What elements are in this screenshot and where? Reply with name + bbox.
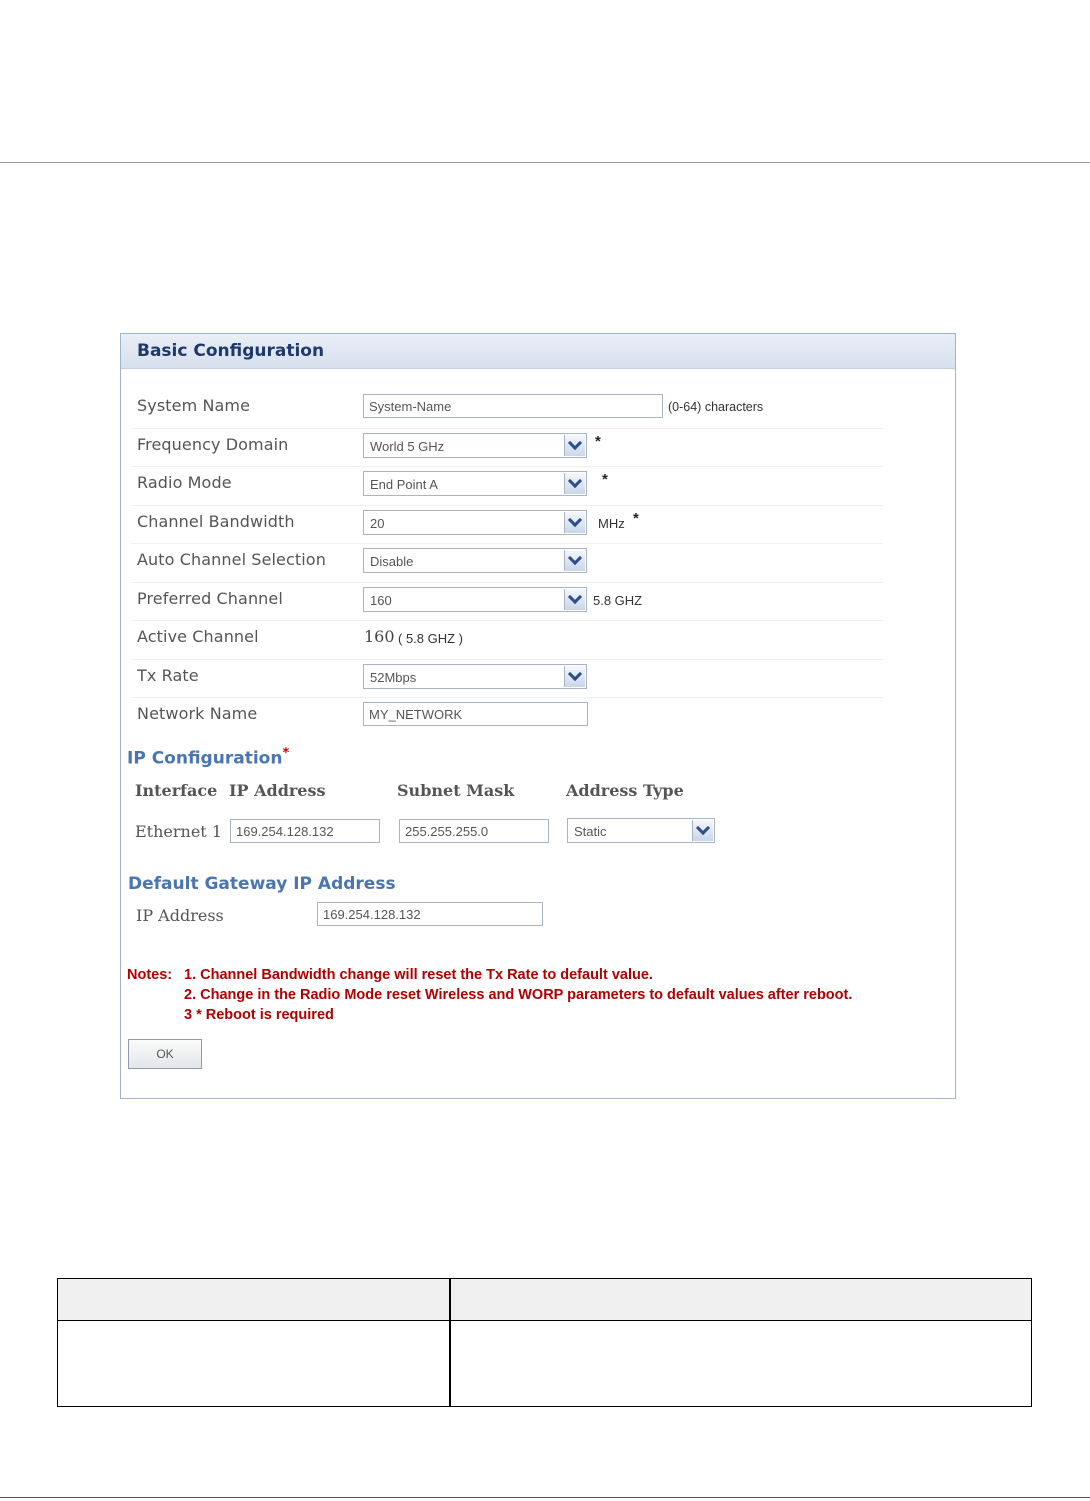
network-name-label: Network Name <box>137 704 258 723</box>
panel-header <box>121 334 955 369</box>
gateway-ip-input[interactable]: 169.254.128.132 <box>317 902 543 926</box>
address-type-header: Address Type <box>566 781 684 800</box>
default-gateway-title: Default Gateway IP Address <box>128 874 396 894</box>
chevron-down-icon[interactable] <box>564 473 585 494</box>
required-star: * <box>595 432 601 450</box>
note-1: 1. Channel Bandwidth change will reset the Tx Rate to default value. <box>184 967 653 983</box>
ip-address-input[interactable]: 169.254.128.132 <box>230 819 380 843</box>
ip-address-header: IP Address <box>229 781 326 800</box>
active-channel-unit: ( 5.8 GHZ ) <box>398 631 464 646</box>
required-star: * <box>633 509 639 527</box>
preferred-channel-unit: 5.8 GHZ <box>593 592 643 608</box>
note-3: 3 * Reboot is required <box>184 1007 334 1023</box>
radio-mode-label: Radio Mode <box>137 473 232 492</box>
active-channel-label: Active Channel <box>137 627 259 646</box>
system-name-hint: (0-64) characters <box>668 400 764 414</box>
system-name-label: System Name <box>137 396 251 415</box>
chevron-down-icon[interactable] <box>564 550 585 571</box>
subnet-mask-header: Subnet Mask <box>397 781 515 800</box>
note-2: 2. Change in the Radio Mode reset Wireless and WORP parameters to default values after reboot. <box>184 987 853 1003</box>
required-star: * <box>602 471 608 488</box>
interface-name: Ethernet 1 <box>135 822 222 841</box>
frequency-domain-select[interactable] <box>363 433 587 458</box>
row-frequency-domain <box>131 429 883 468</box>
row-network-name <box>131 698 883 736</box>
row-tx-rate <box>131 660 883 699</box>
interface-header: Interface <box>135 781 218 800</box>
parameter-table <box>57 1278 1032 1407</box>
frequency-domain-value: World 5 GHz <box>370 438 445 454</box>
channel-bandwidth-value: 20 <box>370 515 385 531</box>
panel-title: Basic Configuration <box>137 341 325 361</box>
preferred-channel-select[interactable] <box>363 587 587 612</box>
radio-mode-value: End Point A <box>370 477 438 492</box>
subnet-mask-input[interactable]: 255.255.255.0 <box>399 819 549 843</box>
auto-channel-value: Disable <box>370 554 414 569</box>
radio-mode-select[interactable] <box>363 471 587 496</box>
ip-configuration-title <box>127 746 289 769</box>
chevron-down-icon[interactable] <box>564 512 585 533</box>
address-type-value: Static <box>574 824 607 839</box>
table-header-row <box>58 1279 1031 1321</box>
required-star: * <box>282 746 290 761</box>
channel-bandwidth-label: Channel Bandwidth <box>137 511 295 531</box>
ok-button[interactable]: OK <box>128 1039 202 1069</box>
notes-prefix: Notes: <box>127 967 173 983</box>
chevron-down-icon[interactable] <box>564 435 585 456</box>
address-type-select[interactable] <box>567 818 715 843</box>
preferred-channel-label: Preferred Channel <box>137 588 283 608</box>
active-channel-value: 160 <box>364 627 395 646</box>
auto-channel-label: Auto Channel Selection <box>137 550 326 569</box>
row-channel-bandwidth <box>131 506 883 545</box>
row-system-name <box>131 390 883 429</box>
tx-rate-label: Tx Rate <box>137 665 199 685</box>
network-name-input[interactable]: MY_NETWORK <box>363 702 588 726</box>
row-preferred-channel <box>131 583 883 622</box>
row-auto-channel <box>131 544 883 583</box>
chevron-down-icon[interactable] <box>564 589 585 610</box>
chevron-down-icon[interactable] <box>692 820 713 841</box>
chevron-down-icon[interactable] <box>564 666 585 687</box>
table-column-divider <box>449 1279 451 1406</box>
basic-configuration-panel <box>120 333 956 1099</box>
tx-rate-value: 52Mbps <box>370 669 417 685</box>
row-radio-mode <box>131 467 883 506</box>
tx-rate-select[interactable] <box>363 664 587 689</box>
basic-form <box>131 390 883 736</box>
auto-channel-select[interactable] <box>363 548 587 573</box>
row-active-channel <box>131 621 883 660</box>
frequency-domain-label: Frequency Domain <box>137 434 289 454</box>
page-top-rule <box>0 162 1090 163</box>
ip-configuration-title-text: IP Configuration <box>127 748 283 769</box>
channel-bandwidth-unit: MHz <box>598 515 625 531</box>
gateway-ip-label: IP Address <box>136 906 224 925</box>
page-bottom-rule <box>0 1497 1090 1498</box>
system-name-input[interactable]: System-Name <box>363 394 663 418</box>
channel-bandwidth-select[interactable] <box>363 510 587 535</box>
preferred-channel-value: 160 <box>370 592 392 608</box>
